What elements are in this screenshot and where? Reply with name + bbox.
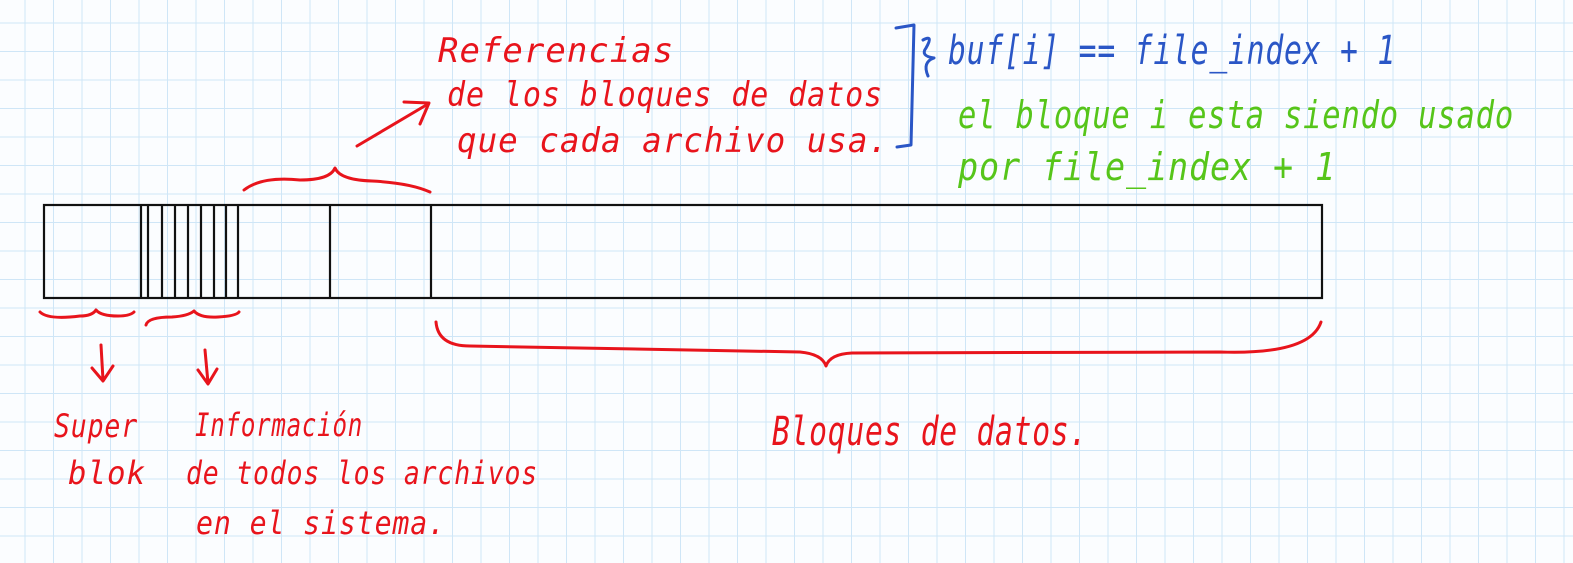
file-info-arrow (198, 350, 217, 384)
file-info-slices (148, 205, 238, 298)
explanation-line-2: por file_index + 1 (958, 145, 1388, 189)
top-brace (244, 168, 430, 192)
references-annotation-marks (244, 102, 430, 192)
disk-outline (44, 205, 1322, 298)
explanation-line-1: el bloque i esta siendo usado (958, 93, 1514, 137)
super-block-label (54, 407, 146, 492)
super-block-line-1: Super (54, 407, 138, 445)
arrow-to-references (357, 102, 429, 146)
curly-brace-symbol (923, 38, 934, 76)
file-info-line-2: de todos los archivos (186, 454, 538, 492)
data-blocks-label: Bloques de datos. (772, 409, 1088, 455)
super-block-brace (40, 310, 134, 317)
file-info-line-3: en el sistema. (196, 504, 446, 542)
references-label (438, 31, 889, 161)
super-block-line-2: blok (68, 454, 146, 492)
file-info-label (186, 406, 538, 542)
super-block-arrow (92, 345, 113, 381)
references-line-3: que cada archivo usa. (457, 121, 889, 161)
file-info-brace (146, 311, 239, 325)
disk-layout (44, 205, 1322, 298)
data-blocks-brace (436, 322, 1321, 366)
bottom-annotation-marks (40, 310, 1321, 384)
references-line-2: de los bloques de datos (447, 75, 883, 115)
right-bracket (896, 25, 914, 147)
file-info-line-1: Información (195, 406, 363, 444)
references-line-1: Referencias (438, 31, 675, 71)
blue-bracket-marks (896, 25, 934, 147)
buf-rule-explanation (957, 93, 1514, 190)
buf-rule-code: buf[i] == file_index + 1 (948, 28, 1396, 74)
